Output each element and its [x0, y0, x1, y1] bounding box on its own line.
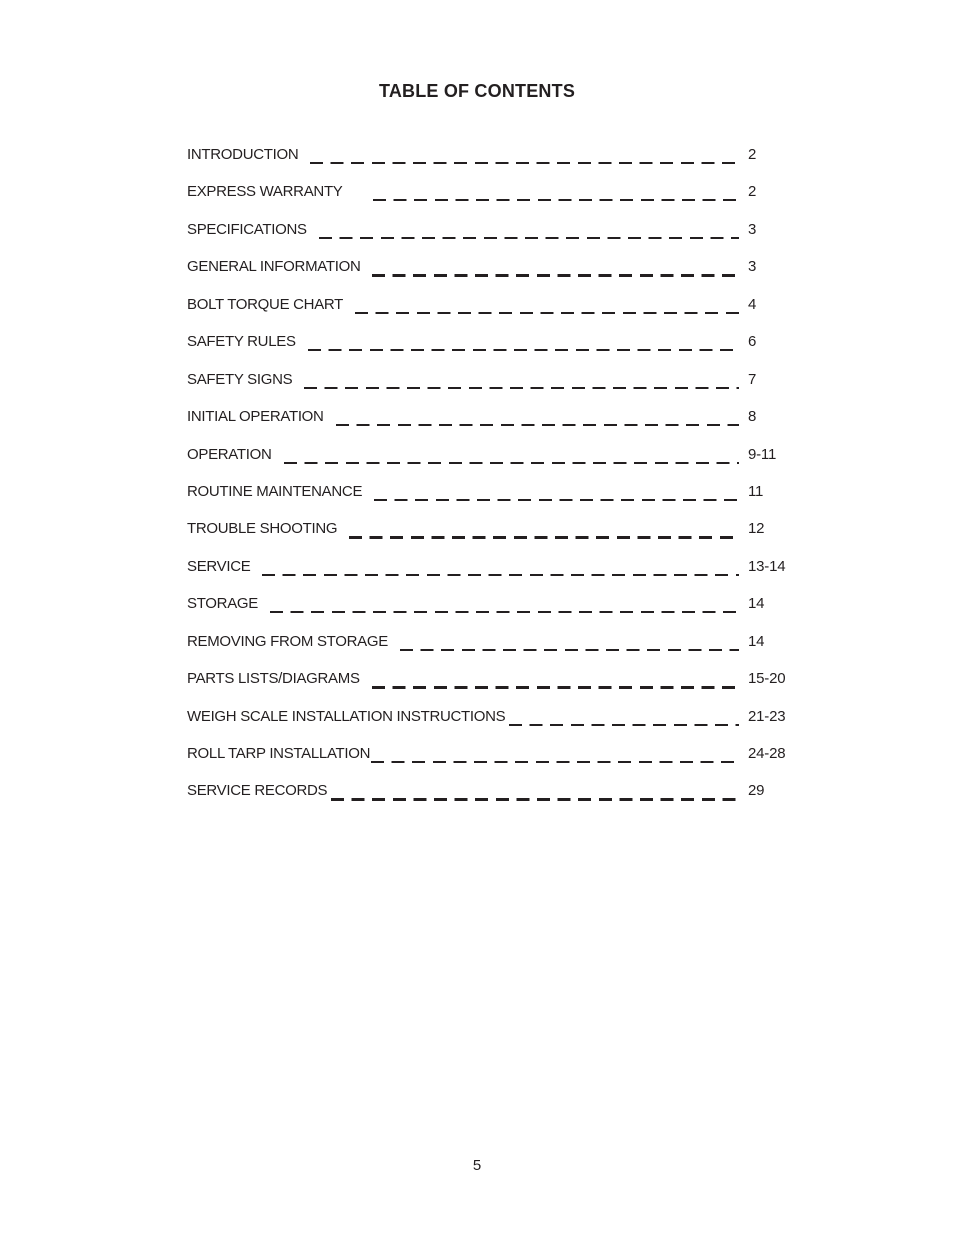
toc-entry-page: 8	[748, 408, 757, 426]
toc-entry-page: 4	[748, 295, 757, 313]
toc-entry	[187, 736, 787, 773]
toc-entry-title: SERVICE RECORDS	[187, 782, 328, 800]
toc-leader	[371, 761, 739, 763]
toc-entry-page: 14	[748, 595, 765, 613]
toc-entry	[187, 437, 787, 474]
toc-leader	[270, 611, 739, 613]
toc-leader	[304, 387, 739, 389]
toc-leader	[374, 499, 739, 501]
toc-entry	[187, 287, 787, 324]
toc-entry-title: ROUTINE MAINTENANCE	[187, 482, 363, 500]
toc-entry	[187, 249, 787, 286]
toc-leader	[284, 462, 739, 464]
toc-entry-page: 9-11	[748, 445, 777, 463]
toc-entry-title: INITIAL OPERATION	[187, 408, 324, 426]
toc-entry-title: SPECIFICATIONS	[187, 220, 307, 238]
toc-entry-title: ROLL TARP INSTALLATION	[187, 745, 371, 762]
toc-entry-page: 2	[748, 146, 757, 163]
toc-leader	[262, 574, 739, 576]
toc-leader	[509, 724, 739, 726]
toc-entry-page: 6	[748, 333, 757, 351]
toc-entry	[187, 474, 787, 511]
toc-entry	[187, 661, 787, 698]
toc-leader	[310, 162, 739, 164]
toc-entry-title: EXPRESS WARRANTY	[187, 183, 343, 201]
toc-entry-page: 14	[748, 632, 765, 650]
toc-entry-page: 12	[748, 520, 765, 538]
toc-leader	[373, 199, 739, 201]
toc-entry-page: 3	[748, 258, 757, 276]
toc-entry-page: 24-28	[748, 745, 786, 762]
toc-entry-page: 21-23	[748, 707, 786, 725]
toc-entry	[187, 212, 787, 249]
toc-entry-title: SAFETY SIGNS	[187, 370, 293, 388]
toc-entry	[187, 399, 787, 436]
toc-entry-title: SAFETY RULES	[187, 333, 296, 351]
toc-leader	[349, 536, 739, 538]
toc-leader	[331, 798, 739, 800]
toc-entry-page: 7	[748, 370, 757, 388]
toc-entry-title: WEIGH SCALE INSTALLATION INSTRUCTIONS	[187, 707, 506, 725]
page-title: TABLE OF CONTENTS	[378, 81, 576, 101]
toc-entry-title: GENERAL INFORMATION	[187, 258, 361, 276]
toc-leader	[319, 237, 739, 239]
toc-entry-title: REMOVING FROM STORAGE	[187, 632, 388, 650]
toc-entry	[187, 324, 787, 361]
toc-entry	[187, 624, 787, 661]
toc-entry	[187, 511, 787, 548]
toc-entry-title: INTRODUCTION	[187, 146, 299, 163]
toc-entry	[187, 773, 787, 810]
toc-leader	[372, 274, 739, 276]
toc-entry-title: STORAGE	[187, 595, 258, 613]
toc-leader	[336, 424, 739, 426]
toc-entry-title: BOLT TORQUE CHART	[187, 295, 344, 313]
toc-leader	[355, 312, 739, 314]
toc-entry-page: 15-20	[748, 670, 786, 688]
toc-leader	[308, 349, 739, 351]
toc-entry-page: 13-14	[748, 557, 786, 575]
toc-entry-page: 2	[748, 183, 757, 201]
toc-entry-title: PARTS LISTS/DIAGRAMS	[187, 670, 360, 688]
toc-entry-page: 29	[748, 782, 765, 800]
toc-entry	[187, 362, 787, 399]
toc-entry	[187, 586, 787, 623]
toc-leader	[372, 686, 739, 688]
toc-entry	[187, 549, 787, 586]
toc-entry-title: SERVICE	[187, 557, 251, 575]
toc-entry	[187, 174, 787, 211]
toc-entry-title: OPERATION	[187, 445, 272, 463]
toc-list	[187, 137, 787, 811]
toc-leader	[400, 649, 739, 651]
toc-entry-page: 11	[748, 482, 764, 500]
toc-entry-page: 3	[748, 220, 757, 238]
toc-entry	[187, 137, 787, 174]
toc-entry-title: TROUBLE SHOOTING	[187, 520, 338, 538]
page-number: 5	[472, 1157, 482, 1174]
toc-entry	[187, 699, 787, 736]
